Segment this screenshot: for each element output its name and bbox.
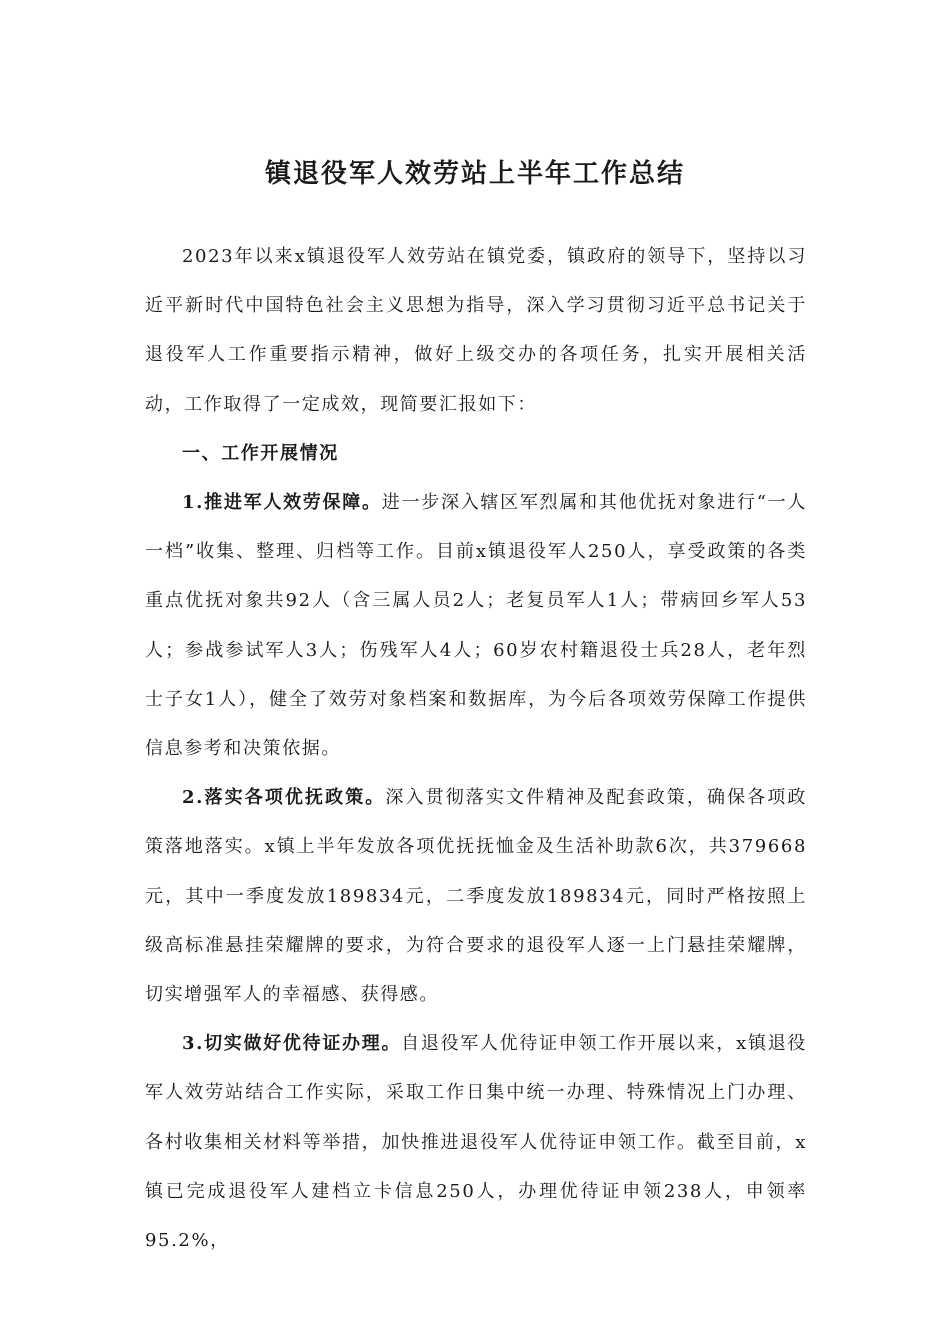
item-lead-3: 3.切实做好优待证办理。 <box>182 1033 402 1055</box>
item-text-1: 进一步深入辖区军烈属和其他优抚对象进行“一人一档”收集、整理、归档等工作。目前x镇退役军人250人，享受政策的各类重点优抚对象共92人（含三属人员2人；老复员军人1人；带病回乡军人53人；参战参试军人3人；伤残军人4人；60岁农村籍退役士兵28人，老年烈士子女1人），健全了效劳对象档案和数据库，为今后各项效劳保障工作提供信息参考和决策依据。 <box>145 492 807 760</box>
item-paragraph-1 <box>145 478 807 773</box>
section-heading: 一、工作开展情况 <box>182 442 339 464</box>
item-lead-1: 1.推进军人效劳保障。 <box>182 492 382 514</box>
item-lead-2: 2.落实各项优抚政策。 <box>182 787 386 809</box>
item-paragraph-2 <box>145 773 807 1019</box>
document-body <box>145 232 807 1265</box>
item-text-3: 自退役军人优待证申领工作开展以来，x镇退役军人效劳站结合工作实际，采取工作日集中统一办理、特殊情况上门办理、各村收集相关材料等举措，加快推进退役军人优待证申领工作。截至目前，x镇已完成退役军人建档立卡信息250人，办理优待证申领238人，申领率95.2%， <box>145 1033 808 1252</box>
item-paragraph-3 <box>145 1019 807 1265</box>
document-title: 镇退役军人效劳站上半年工作总结 <box>264 159 685 189</box>
item-text-2: 深入贯彻落实文件精神及配套政策，确保各项政策落地落实。x镇上半年发放各项优抚抚恤金及生活补助款6次，共379668元，其中一季度发放189834元，二季度发放189834元，同时严格按照上级高标准悬挂荣耀牌的要求，为符合要求的退役军人逐一上门悬挂荣耀牌，切实增强军人的幸福感、获得感。 <box>145 787 807 1006</box>
intro-paragraph: 2023年以来x镇退役军人效劳站在镇党委，镇政府的领导下，坚持以习近平新时代中国特色社会主义思想为指导，深入学习贯彻习近平总书记关于退役军人工作重要指示精神，做好上级交办的各项任务，扎实开展相关活动，工作取得了一定成效，现简要汇报如下： <box>145 246 807 415</box>
